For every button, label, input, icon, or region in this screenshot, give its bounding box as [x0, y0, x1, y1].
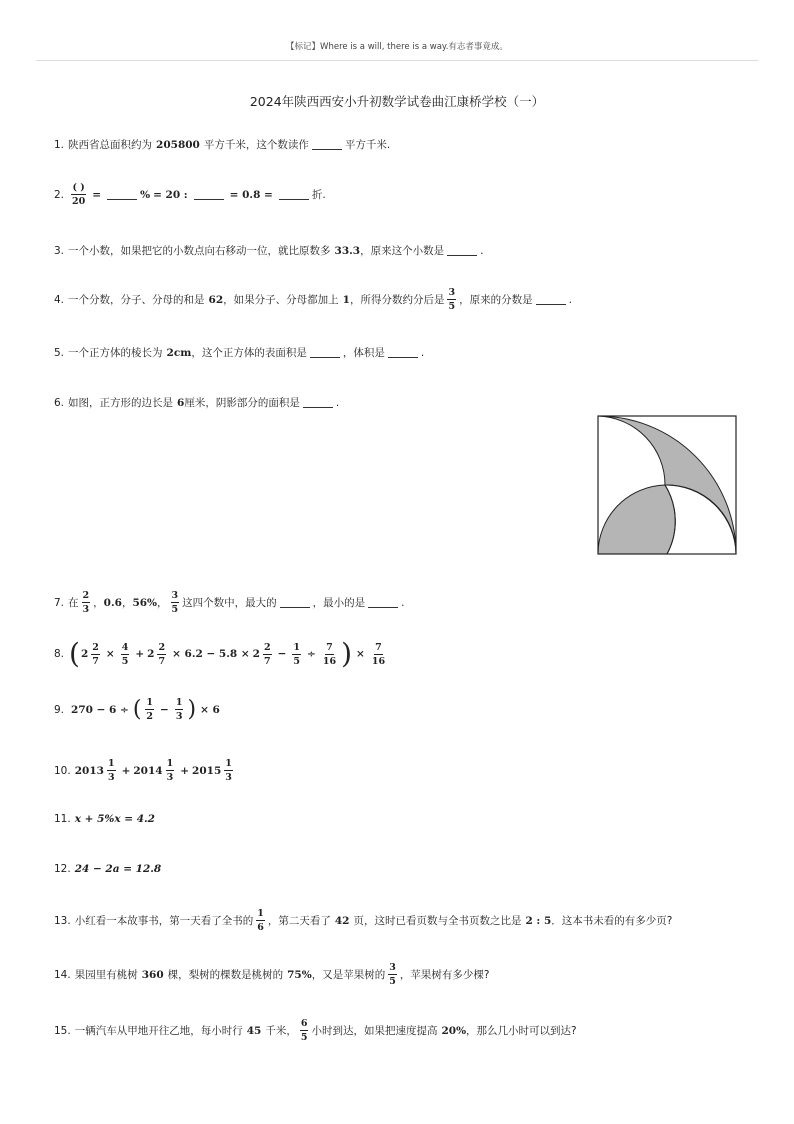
q7-fraction-2 — [171, 590, 180, 615]
q5-blank-volume[interactable] — [388, 347, 418, 358]
q4-text-5: . — [568, 293, 572, 306]
page-header: 【标记】Where is a will, there is a way.有志者事竟成。 — [286, 42, 508, 52]
q7-text-2: 这四个数中，最大的 — [182, 597, 277, 609]
q10-numerator-3: 1 — [225, 758, 232, 769]
q11-equation: x + 5%x = 4.2 — [74, 813, 155, 825]
question-10 — [54, 758, 236, 783]
q4-fraction-numerator: 3 — [448, 287, 456, 298]
q10-whole-1: 2013 — [74, 764, 104, 777]
q8-times-decimal: × 6.2 − 5.8 × — [172, 648, 250, 660]
q8-times-3: × — [356, 648, 365, 660]
q3-value: 33.3 — [334, 244, 361, 257]
question-2 — [54, 182, 326, 207]
q6-text-3: . — [335, 396, 340, 409]
q10-fraction-3 — [224, 758, 233, 783]
q14-number: 14. — [54, 968, 71, 981]
q13-fraction — [256, 908, 265, 933]
q8-b-numerator: 4 — [121, 641, 129, 653]
q14-denominator: 5 — [389, 976, 396, 987]
q4-number: 4. — [54, 293, 65, 306]
q8-e-fraction — [292, 642, 301, 667]
q8-plus: + — [135, 648, 145, 660]
q8-term-c — [147, 642, 169, 667]
q8-b-fraction — [121, 642, 130, 667]
q2-blank-2[interactable] — [194, 189, 224, 200]
q10-whole-2: 2014 — [133, 764, 163, 777]
q13-text-3: 页，这时已看页数与全书页数之比是 — [353, 915, 522, 927]
q3-text: 一个小数，如果把它的小数点向右移动一位，就比原数多 — [68, 245, 331, 257]
question-1 — [54, 137, 390, 152]
q9-b-fraction — [175, 697, 184, 722]
q4-fraction-denominator: 5 — [448, 301, 456, 312]
q9-a-numerator: 1 — [146, 697, 154, 708]
q8-g-denominator: 16 — [371, 655, 386, 667]
q6-text-2: 厘米，阴影部分的面积是 — [184, 397, 300, 409]
q14-value-peach: 360 — [141, 968, 164, 981]
q7-value-percent: 56% — [132, 596, 158, 609]
q7-text-4: . — [401, 596, 405, 609]
q8-divide: ÷ — [307, 648, 316, 660]
question-4 — [54, 287, 572, 312]
question-13 — [54, 908, 672, 933]
exam-title: 2024年陕西西安小升初数学试卷曲江康桥学校（一） — [249, 94, 545, 109]
shaded-region-lower — [598, 485, 675, 554]
q8-d-numerator: 2 — [263, 641, 271, 653]
q14-numerator: 3 — [389, 962, 396, 973]
q8-open-paren: ( — [69, 637, 80, 670]
q8-a-numerator: 2 — [92, 641, 99, 653]
q15-value-speed: 45 — [246, 1024, 262, 1037]
q7-fraction-1 — [82, 590, 91, 615]
q2-percent: % — [140, 188, 151, 201]
q13-text-4: ．这本书未看的有多少页? — [551, 915, 673, 927]
header-divider — [36, 60, 758, 61]
q8-term-d — [253, 642, 275, 667]
q8-times-1: × — [105, 648, 115, 660]
q2-number: 2. — [54, 188, 65, 201]
q6-answer-blank[interactable] — [303, 397, 333, 408]
q9-a-fraction — [145, 697, 154, 722]
q15-value-percent: 20% — [441, 1024, 467, 1037]
q8-g-numerator: 7 — [375, 641, 382, 653]
question-7: 7. 在 $\frac{2}{3}$ ， 0.6 ， 56% ， $\frac{3}{5}$ 这四个数中，最大的 ，最小的是 . — [54, 590, 405, 615]
q2-text-discount: 折. — [311, 189, 326, 201]
q7-fraction-2-denominator: 5 — [171, 604, 179, 615]
q4-text-2: ，如果分子、分母都加上 — [223, 294, 339, 306]
q5-blank-area[interactable] — [310, 347, 340, 358]
q4-text-3: ，所得分数约分后是 — [349, 294, 445, 306]
question-15 — [54, 1018, 577, 1043]
question-9 — [54, 697, 223, 722]
question-8 — [54, 637, 389, 670]
q2-ratio: = 20 : — [153, 188, 188, 201]
q13-value-pages: 42 — [334, 914, 350, 927]
q7-fraction-1-denominator: 3 — [82, 604, 90, 615]
q14-text: 果园里有桃树 — [74, 969, 138, 981]
q9-b-numerator: 1 — [175, 697, 183, 708]
q8-g-fraction — [371, 642, 386, 667]
q1-value: 205800 — [156, 138, 200, 151]
q10-fraction-2 — [166, 758, 175, 783]
q1-number: 1. — [54, 138, 65, 151]
q2-fraction-numerator: ( ) — [72, 182, 85, 193]
q15-text: 一辆汽车从甲地开往乙地，每小时行 — [74, 1025, 243, 1037]
q15-number: 15. — [54, 1024, 71, 1037]
q13-text-2: ，第二天看了 — [267, 915, 331, 927]
q7-fraction-2-numerator: 3 — [171, 590, 179, 601]
q8-f-fraction — [322, 642, 337, 667]
q13-numerator: 1 — [257, 908, 264, 919]
q2-decimal: = 0.8 = — [229, 188, 273, 201]
q9-open-paren: ( — [132, 696, 142, 722]
q8-term-a — [81, 642, 103, 667]
q2-blank-1[interactable] — [107, 189, 137, 200]
q10-numerator-2: 1 — [166, 758, 174, 769]
q6-text: 如图，正方形的边长是 — [68, 397, 174, 409]
q8-a-denominator: 7 — [92, 655, 99, 667]
q15-numerator: 6 — [300, 1018, 308, 1029]
q8-minus: − — [277, 648, 287, 660]
q7-value-decimal: 0.6 — [103, 596, 122, 609]
q13-number: 13. — [54, 914, 71, 927]
q4-answer-blank[interactable] — [536, 294, 566, 305]
q7-blank-max[interactable] — [280, 597, 310, 608]
q4-text-4: ，原来的分数是 — [459, 294, 533, 306]
q15-text-4: ，那么几小时可以到达? — [466, 1025, 577, 1037]
question-14 — [54, 962, 489, 987]
q10-plus-1: + — [121, 764, 131, 777]
q15-text-2: 千米， — [265, 1025, 297, 1037]
q1-text-3: 平方千米. — [344, 139, 391, 151]
q2-equals: = — [92, 188, 102, 201]
q3-answer-blank[interactable] — [447, 245, 477, 256]
q15-denominator: 5 — [300, 1032, 308, 1043]
q4-value-sum: 62 — [208, 293, 224, 306]
q6-square-figure — [597, 415, 737, 555]
q8-close-paren: ) — [341, 637, 353, 670]
q8-f-denominator: 16 — [322, 655, 337, 667]
q8-b-denominator: 5 — [121, 655, 129, 667]
q2-fraction — [71, 182, 86, 207]
q11-number: 11. — [54, 813, 71, 825]
q3-text-3: . — [480, 244, 484, 257]
q9-prefix: 270 − 6 ÷ — [71, 703, 129, 716]
q8-c-numerator: 2 — [158, 641, 166, 653]
q14-text-4: ，苹果树有多少棵? — [399, 969, 490, 981]
q10-plus-2: + — [180, 764, 190, 777]
q10-fraction-1 — [107, 758, 116, 783]
q9-b-denominator: 3 — [175, 711, 183, 722]
q4-value-add: 1 — [342, 293, 350, 306]
q6-value: 6 — [177, 396, 185, 409]
q8-c-fraction — [157, 642, 166, 667]
q9-number: 9. — [54, 703, 65, 716]
question-5 — [54, 345, 424, 360]
q14-text-2: 棵，梨树的棵数是桃树的 — [167, 969, 284, 981]
q5-value: 2cm — [166, 346, 192, 359]
q5-text-2: ，这个正方体的表面积是 — [191, 347, 307, 359]
q8-c-denominator: 7 — [158, 655, 166, 667]
q8-d-denominator: 7 — [263, 655, 271, 667]
q9-suffix: × 6 — [200, 703, 220, 716]
q5-text-3: ，体积是 — [342, 347, 385, 359]
q5-text: 一个正方体的棱长为 — [68, 347, 163, 359]
q12-number: 12. — [54, 863, 71, 875]
q7-fraction-1-numerator: 2 — [82, 590, 90, 601]
question-3 — [54, 243, 483, 258]
q1-text-2: 平方千米，这个数读作 — [203, 139, 309, 151]
q15-fraction — [300, 1018, 309, 1043]
q5-text-4: . — [420, 346, 425, 359]
q8-number: 8. — [54, 648, 65, 660]
q3-number: 3. — [54, 244, 65, 257]
q8-f-numerator: 7 — [326, 641, 333, 653]
q12-equation: 24 − 2a = 12.8 — [74, 863, 162, 875]
q8-d-fraction — [263, 642, 272, 667]
q8-d-whole: 2 — [252, 648, 260, 660]
question-6 — [54, 395, 339, 410]
q1-answer-blank[interactable] — [312, 139, 342, 150]
q10-denominator-1: 3 — [107, 772, 115, 783]
q9-close-paren: ) — [187, 696, 197, 722]
q13-value-ratio: 2 : 5 — [525, 914, 552, 927]
q6-number: 6. — [54, 396, 65, 409]
q8-a-fraction — [91, 642, 100, 667]
q2-blank-3[interactable] — [279, 189, 309, 200]
q8-c-whole: 2 — [147, 648, 155, 660]
q4-fraction — [447, 287, 456, 312]
q13-text: 小红看一本故事书，第一天看了全书的 — [74, 915, 254, 927]
q10-number: 10. — [54, 764, 71, 777]
question-12 — [54, 863, 161, 875]
question-11 — [54, 813, 155, 825]
q10-denominator-2: 3 — [166, 772, 174, 783]
q15-text-3: 小时到达，如果把速度提高 — [311, 1025, 438, 1037]
q10-numerator-1: 1 — [107, 758, 115, 769]
q9-minus: − — [160, 703, 169, 716]
q7-blank-min[interactable] — [368, 597, 398, 608]
q14-fraction — [388, 962, 397, 987]
q8-e-denominator: 5 — [293, 655, 301, 667]
q5-number: 5. — [54, 346, 65, 359]
q7-text-3: ，最小的是 — [312, 597, 366, 609]
q14-text-3: ，又是苹果树的 — [311, 969, 386, 981]
q9-a-denominator: 2 — [146, 711, 154, 722]
q2-fraction-denominator: 20 — [72, 196, 86, 207]
q13-denominator: 6 — [257, 922, 264, 933]
q8-a-whole: 2 — [80, 648, 89, 660]
q10-denominator-3: 3 — [225, 772, 232, 783]
q1-text: 陕西省总面积约为 — [68, 139, 153, 151]
q7-number: 7. — [54, 596, 65, 609]
q7-text: 在 — [68, 597, 79, 609]
q4-text: 一个分数，分子、分母的和是 — [68, 294, 205, 306]
q3-text-2: ，原来这个小数是 — [360, 245, 445, 257]
q10-whole-3: 2015 — [192, 764, 222, 777]
q14-value-percent: 75% — [287, 968, 312, 981]
q8-e-numerator: 1 — [293, 641, 301, 653]
